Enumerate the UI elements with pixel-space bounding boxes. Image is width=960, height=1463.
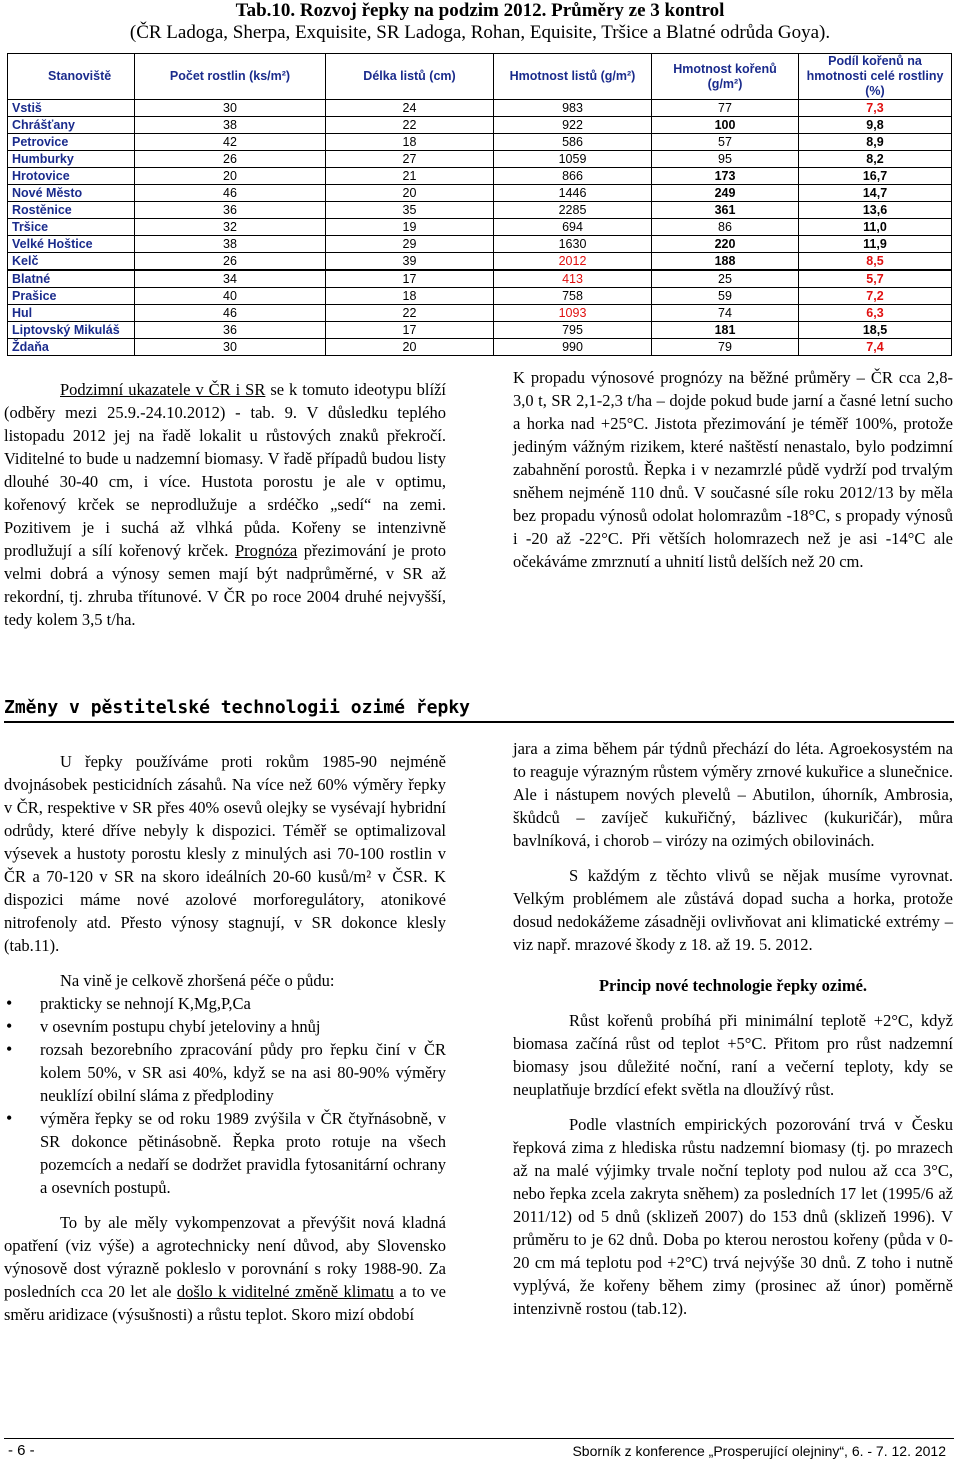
location-cell: Chrášťany: [8, 117, 135, 134]
value-cell: 5,7: [799, 270, 952, 288]
value-cell: 758: [494, 288, 652, 305]
table-row: [8, 270, 952, 288]
value-cell: 16,7: [799, 168, 952, 185]
value-cell: 8,5: [799, 253, 952, 271]
value-cell: 36: [135, 322, 326, 339]
value-cell: 36: [135, 202, 326, 219]
table-header-row: [8, 54, 952, 100]
value-cell: 40: [135, 288, 326, 305]
right-column-2: [513, 737, 953, 1320]
value-cell: 1059: [494, 151, 652, 168]
location-cell: Blatné: [8, 270, 135, 288]
location-cell: Rostěnice: [8, 202, 135, 219]
value-cell: 79: [652, 339, 799, 356]
value-cell: 19: [326, 219, 494, 236]
section-heading: Změny v pěstitelské technologii ozimé řepky: [4, 697, 954, 723]
value-cell: 922: [494, 117, 652, 134]
table-row: [8, 322, 952, 339]
value-cell: 77: [652, 100, 799, 117]
value-cell: 24: [326, 100, 494, 117]
table-row: [8, 305, 952, 322]
value-cell: 17: [326, 322, 494, 339]
value-cell: 18: [326, 134, 494, 151]
table-row: [8, 185, 952, 202]
value-cell: 20: [326, 339, 494, 356]
value-cell: 7,2: [799, 288, 952, 305]
value-cell: 39: [326, 253, 494, 271]
value-cell: 18: [326, 288, 494, 305]
value-cell: 220: [652, 236, 799, 253]
value-cell: 74: [652, 305, 799, 322]
value-cell: 30: [135, 339, 326, 356]
page-footer: [4, 1438, 954, 1461]
value-cell: 25: [652, 270, 799, 288]
location-cell: Liptovský Mikuláš: [8, 322, 135, 339]
value-cell: 57: [652, 134, 799, 151]
value-cell: 11,0: [799, 219, 952, 236]
paragraph: Na vině je celkově zhoršená péče o půdu:: [60, 971, 335, 990]
paragraph: U řepky používáme proti rokům 1985-90 nejméně dvojnásobek pesticidních zásahů. Na více než 60% výměry řepky v ČR, respektive v SR přes 40% osevů olejky se vysévají hybridní odrůdy, které dříve nebyly k dispozici. Téměř se optimalizoval výsevek a hustoty porostu klesly z minulých asi 70-100 rostlin v ČR a 70-120 v SR na skoro ideálních 20-60 kusů/m² v ČSR. K dispozici máme nové azolové morforegulátory, atonikové nitrofenoly atd. Přesto výnosy stagnují, v SR dokonce klesly (tab.11).: [4, 752, 446, 955]
value-cell: 7,3: [799, 100, 952, 117]
location-cell: Tršice: [8, 219, 135, 236]
footer-source: Sborník z konference „Prosperující olejniny“, 6. - 7. 12. 2012: [572, 1443, 946, 1459]
value-cell: 361: [652, 202, 799, 219]
table-row: [8, 100, 952, 117]
value-cell: 2285: [494, 202, 652, 219]
value-cell: 22: [326, 305, 494, 322]
header-cell: Podíl kořenů na hmotnosti celé rostliny (%): [799, 54, 952, 100]
table-row: [8, 288, 952, 305]
caption-subtitle: (ČR Ladoga, Sherpa, Exquisite, SR Ladoga, Rohan, Equisite, Tršice a Blatné odrůda Goya).: [129, 22, 831, 43]
header-cell: Hmotnost kořenů (g/m²): [652, 54, 799, 100]
location-cell: Hrotovice: [8, 168, 135, 185]
value-cell: 46: [135, 305, 326, 322]
list-item: • rozsah bezorebního zpracování půdy pro řepku činí v ČR kolem 50%, v SR asi 40%, když se na asi 80-90% výměry neuklízí obilní sláma z předplodiny: [40, 1038, 446, 1107]
value-cell: 30: [135, 100, 326, 117]
value-cell: 20: [135, 168, 326, 185]
location-cell: Kelč: [8, 253, 135, 271]
value-cell: 6,3: [799, 305, 952, 322]
list-item: • výměra řepky se od roku 1989 zvýšila v ČR čtyřnásobně, v SR dokonce pětinásobně. Řepka proto rotuje na všech pozemcích a nedaří se dodržet pravidla fytosanitární ochrany a osevních postupů.: [40, 1107, 446, 1199]
paragraph: Podle vlastních empirických pozorování trvá v Česku řepková zima z hlediska růstu nadzemní biomasy (tj. po mrazech až na malé výjimky trvale noční teploty pod nulou až cca 3°C, nebo řepka zcela zakryta sněhem) za posledních 17 let (1995/6 až 2011/12) od 5 dnů (sklizeň 2007) do 153 dnů (sklizeň 1996). V průměru to je 62 dnů. Doba po kterou nerostou kořeny (půda v 0-20 cm má teplotu pod +2°C) trvá nejvýše 30 dnů. Z toho i nutně vyplývá, že kořeny během zimy (prosinec až únor) poměrně intenzivně rostou (tab.12).: [513, 1115, 953, 1318]
caption-title: Tab.10. Rozvoj řepky na podzim 2012. Průměry ze 3 kontrol: [235, 0, 725, 21]
value-cell: 42: [135, 134, 326, 151]
value-cell: 1093: [494, 305, 652, 322]
value-cell: 188: [652, 253, 799, 271]
value-cell: 2012: [494, 253, 652, 271]
location-cell: Hul: [8, 305, 135, 322]
value-cell: 18,5: [799, 322, 952, 339]
value-cell: 8,2: [799, 151, 952, 168]
value-cell: 1630: [494, 236, 652, 253]
value-cell: 586: [494, 134, 652, 151]
location-cell: Ždaňa: [8, 339, 135, 356]
table-row: [8, 339, 952, 356]
paragraph: jara a zima během pár týdnů přechází do léta. Agroekosystém na to reaguje výrazným růstem výměry zrnové kukuřice a slunečnice. Ale i nástupem nových plevelů – Abutilon, úhorník, Ambrosia, škůdců – zavíječ kukuřičný, bázlivec (kukuričár), můra bavlníková, i chorob – virózy na ozimých obilovinách.: [513, 739, 953, 850]
value-cell: 100: [652, 117, 799, 134]
value-cell: 694: [494, 219, 652, 236]
paragraph: Růst kořenů probíhá při minimální teplotě +2°C, když biomasa začíná růst od teplot +5°C. Přitom pro růst nadzemní biomasy jsou důležité noční, raní a večerní teploty, kdy se neuplatňuje brzdící efekt světla na dloužívý růst.: [513, 1011, 953, 1099]
value-cell: 9,8: [799, 117, 952, 134]
value-cell: 249: [652, 185, 799, 202]
bullet-list: [4, 992, 446, 1199]
value-cell: 21: [326, 168, 494, 185]
header-cell: Hmotnost listů (g/m²): [494, 54, 652, 100]
paragraph: Podzimní ukazatele v ČR i SR se k tomuto ideotypu blíží (odběry mezi 25.9.-24.10.2012) - tab. 9. V důsledku teplého listopadu 2012 jej na řadě lokalit u růstových znaků překročí. Viditelné to bude u nadzemní biomasy. V řadě případů budou listy dlouhé 30-40 cm, i více. Hustota porostu je ale v optimu, kořenový krček se neprodlužuje a srdéčko „sedí“ na zemi. Pozitivem je i suchá až vlhká půda. Kořeny se intenzivně prodlužují a sílí kořenový krček. Prognóza přezimování je proto velmi dobrá a výnosy semen mají být nadprůměrné, v SR až rekordní, tj. zhruba třítunové. V ČR po roce 2004 druhé nejvyšší, tedy kolem 3,5 t/ha.: [4, 380, 446, 629]
value-cell: 26: [135, 253, 326, 271]
value-cell: 27: [326, 151, 494, 168]
left-column-text: [4, 378, 446, 631]
value-cell: 14,7: [799, 185, 952, 202]
value-cell: 11,9: [799, 236, 952, 253]
value-cell: 7,4: [799, 339, 952, 356]
value-cell: 181: [652, 322, 799, 339]
table-row: [8, 134, 952, 151]
value-cell: 17: [326, 270, 494, 288]
value-cell: 22: [326, 117, 494, 134]
value-cell: 795: [494, 322, 652, 339]
paragraph: K propadu výnosové prognózy na běžné průměry – ČR cca 2,8-3,0 t, SR 2,1-2,3 t/ha – dojde pokud bude jarní a časné letní sucho a horka nad +25°C. Jistota přezimování je téměř 100%, protože jediným vážným rizikem, které naštěstí nenastalo, bylo podzimní zabahnění porostů. Řepka i v nezamrzlé půdě vydrží pod trvalým sněhem nejméně 110 dnů. V současné síle roku 2012/13 by měla bez propadu výnosů odolat holomrazům -18°C, s propady výnosů i -20 až -22°C. Při větších holomrazech než je asi -14°C ale očekáváme zmrznutí a uhnití listů delších než 20 cm.: [513, 368, 953, 571]
value-cell: 38: [135, 236, 326, 253]
list-item: • prakticky se nehnojí K,Mg,P,Ca: [40, 992, 446, 1015]
value-cell: 46: [135, 185, 326, 202]
value-cell: 413: [494, 270, 652, 288]
list-item: • v osevním postupu chybí jeteloviny a hnůj: [40, 1015, 446, 1038]
paragraph: S každým z těchto vlivů se nějak musíme vyrovnat. Velkým problémem ale zůstává dopad sucha a horka, protože dosud nedokážeme zásadněji ovlivňovat ani klimatické extrémy – viz např. mrazové škody z 18. až 19. 5. 2012.: [513, 866, 953, 954]
value-cell: 86: [652, 219, 799, 236]
value-cell: 983: [494, 100, 652, 117]
table-row: [8, 236, 952, 253]
value-cell: 38: [135, 117, 326, 134]
value-cell: 173: [652, 168, 799, 185]
location-cell: Prašice: [8, 288, 135, 305]
value-cell: 8,9: [799, 134, 952, 151]
value-cell: 1446: [494, 185, 652, 202]
value-cell: 990: [494, 339, 652, 356]
value-cell: 34: [135, 270, 326, 288]
location-cell: Humburky: [8, 151, 135, 168]
table-row: [8, 253, 952, 271]
data-table: [7, 53, 952, 356]
table-row: [8, 168, 952, 185]
value-cell: 26: [135, 151, 326, 168]
paragraph: To by ale měly vykompenzovat a převýšit nová kladná opatření (viz výše) a agrotechnicky není důvod, aby Slovensko výnosově dost výrazně pokleslo v porovnání s roky 1988-90. Za posledních cca 20 let ale došlo k viditelné změně klimatu a to ve směru aridizace (výsušnosti) a růstu teplot. Skoro mizí období: [4, 1213, 446, 1324]
table-row: [8, 151, 952, 168]
table-caption: [0, 0, 960, 44]
header-cell: Stanoviště: [8, 54, 135, 100]
location-cell: Petrovice: [8, 134, 135, 151]
right-column-text: [513, 366, 953, 573]
value-cell: 59: [652, 288, 799, 305]
value-cell: 20: [326, 185, 494, 202]
table-row: [8, 219, 952, 236]
location-cell: Nové Město: [8, 185, 135, 202]
value-cell: 866: [494, 168, 652, 185]
header-cell: Počet rostlin (ks/m²): [135, 54, 326, 100]
location-cell: Velké Hoštice: [8, 236, 135, 253]
value-cell: 32: [135, 219, 326, 236]
table-row: [8, 117, 952, 134]
header-cell: Délka listů (cm): [326, 54, 494, 100]
location-cell: Vstiš: [8, 100, 135, 117]
left-column-2: [4, 750, 446, 1326]
value-cell: 29: [326, 236, 494, 253]
table-row: [8, 202, 952, 219]
subheading: Princip nové technologie řepky ozimé.: [598, 976, 868, 995]
value-cell: 35: [326, 202, 494, 219]
value-cell: 95: [652, 151, 799, 168]
page-number: - 6 -: [8, 1442, 35, 1459]
value-cell: 13,6: [799, 202, 952, 219]
